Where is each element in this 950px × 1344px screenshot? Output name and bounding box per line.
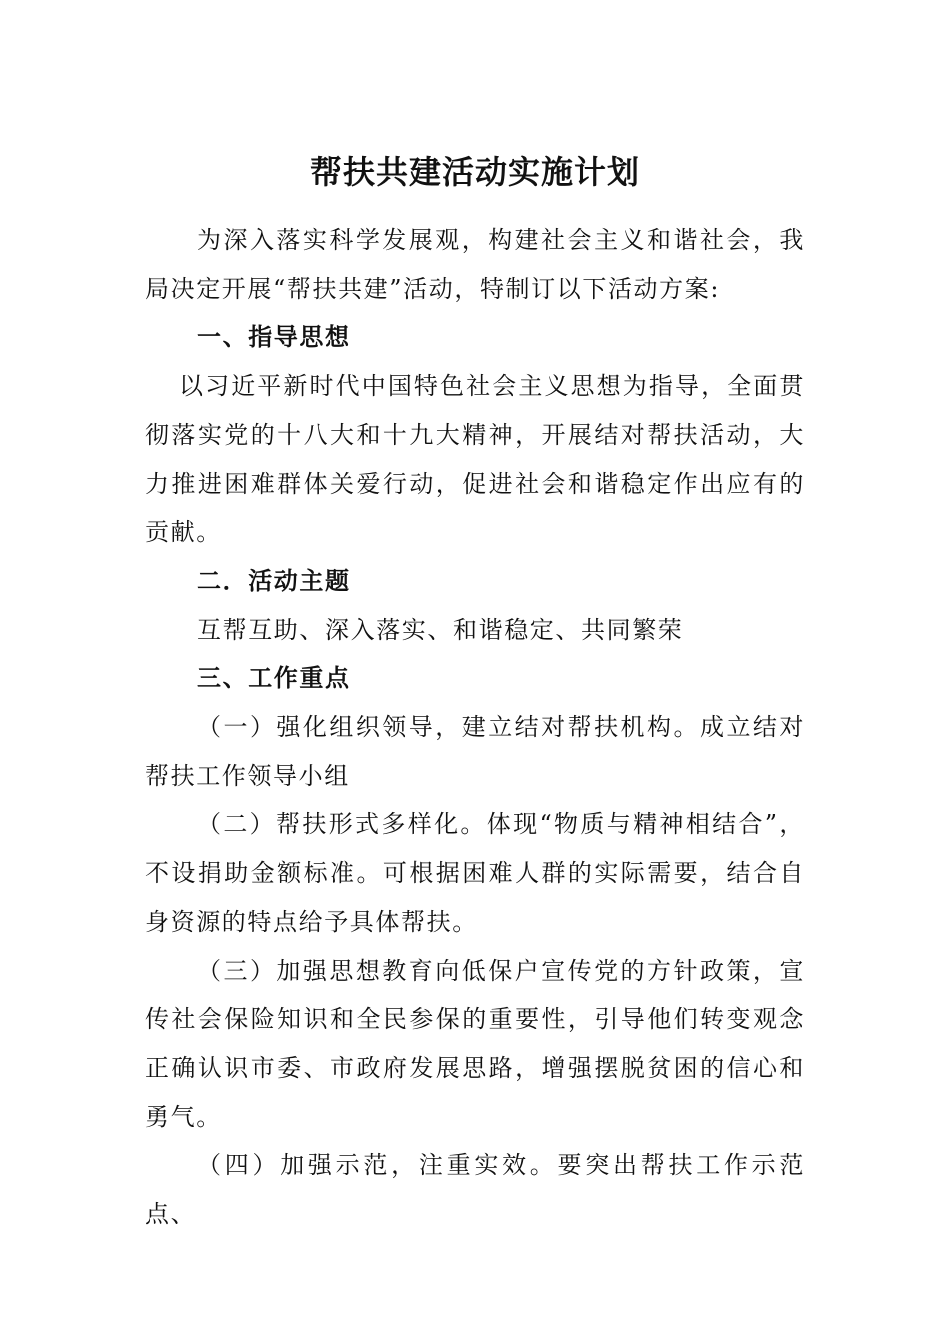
work-focus-item: （一）强化组织领导，建立结对帮扶机构。成立结对帮扶工作领导小组 — [145, 713, 805, 790]
section-heading-activity-theme: 二．活动主题 — [197, 565, 351, 595]
work-focus-item: （二）帮扶形式多样化。体现“物质与精神相结合”，不设捐助金额标准。可根据困难人群的实际需要，结合自身资源的特点给予具体帮扶。 — [145, 810, 805, 936]
document-body — [145, 216, 805, 1239]
section-heading-work-focus: 三、工作重点 — [197, 663, 351, 693]
intro-paragraph: 为深入落实科学发展观，构建社会主义和谐社会，我局决定开展“帮扶共建”活动，特制订以下活动方案: — [145, 226, 805, 303]
section-text-activity-theme: 互帮互助、深入落实、和谐稳定、共同繁荣 — [197, 615, 684, 644]
work-focus-item: （三）加强思想教育向低保户宣传党的方针政策，宣传社会保险知识和全民参保的重要性，引导他们转变观念正确认识市委、市政府发展思路，增强摆脱贫困的信心和勇气。 — [145, 956, 805, 1131]
section-text-guiding-thought: 以习近平新时代中国特色社会主义思想为指导，全面贯彻落实党的十八大和十九大精神，开展结对帮扶活动，大力推进困难群体关爱行动，促进社会和谐稳定作出应有的贡献。 — [145, 372, 805, 547]
section-heading-guiding-thought: 一、指导思想 — [197, 322, 351, 352]
page-title: 帮扶共建活动实施计划 — [309, 153, 640, 191]
work-focus-item: （四）加强示范，注重实效。要突出帮扶工作示范点、 — [145, 1151, 805, 1229]
